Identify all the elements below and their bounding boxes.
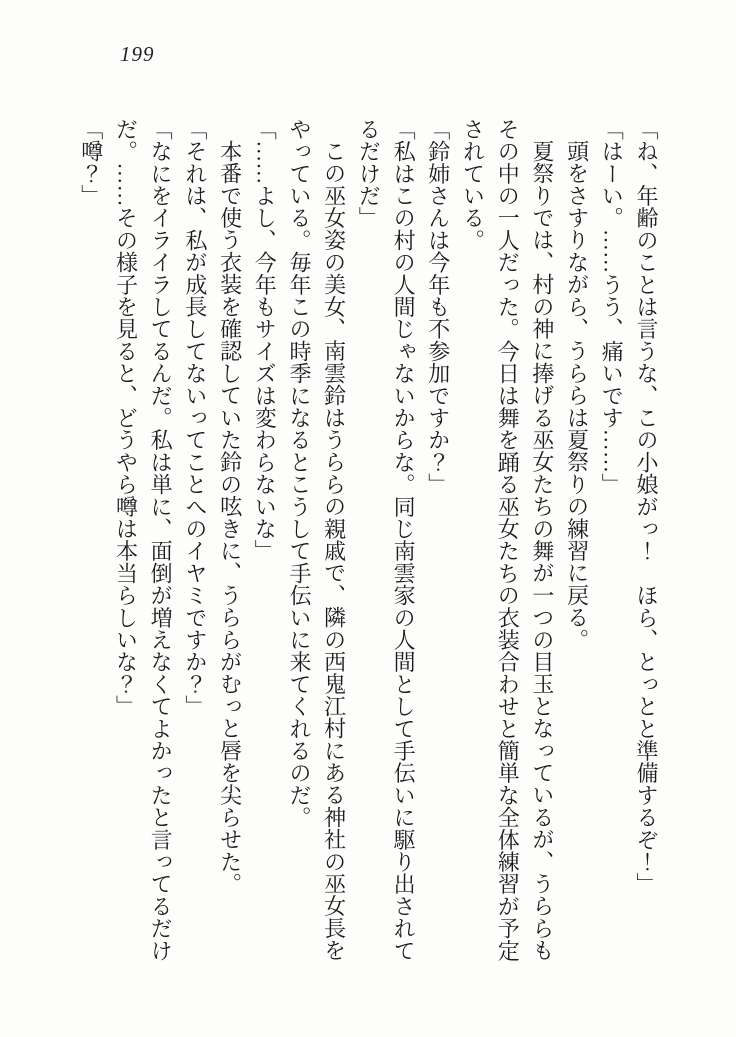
paragraph: 夏祭りでは、村の神に捧げる巫女たちの舞が一つの目玉となっているが、うららもその中の一人だった。今日は舞を踊る巫女たちの衣装合わせと簡単な全体練習が予定されている。 (460, 118, 555, 962)
body-text (73, 118, 663, 963)
paragraph: この巫女姿の美女、南雲鈴はうららの親戚で、隣の西鬼江村にある神社の巫女長をやっている。毎年この時季になるとこうして手伝いに来てくれるのだ。 (286, 118, 347, 962)
paragraph: 頭をさすりながら、うららは夏祭りの練習に戻る。 (564, 140, 590, 651)
paragraph: 「鈴姉さんは今年も不参加ですか？」 (425, 118, 451, 496)
paragraph: 「ね、年齢のことは言うな、この小娘がっ！ ほら、とっとと準備するぞ！」 (634, 118, 659, 895)
page-number: 199 (120, 42, 155, 66)
paragraph: 「それは、私が成長してないってことへのイヤミですか？」 (182, 118, 208, 718)
paragraph: 本番で使う衣装を確認していた鈴の呟きに、うららがむっと唇を尖らせた。 (217, 140, 243, 895)
paragraph: 「私はこの村の人間じゃないからな。同じ南雲家の人間として手伝いに駆り出されてるだけだ」 (356, 118, 417, 962)
paragraph: 「なにをイライラしてるんだ。私は単に、面倒が増えなくてよかったと言ってるだけだ。……その様子を見ると、どうやら噂は本当らしいな？」 (113, 118, 174, 962)
paragraph: 「……よし、今年もサイズは変わらないな」 (252, 118, 278, 562)
paragraph: 「噂？」 (78, 118, 104, 207)
paragraph: 「はーい。……うう、痛いです……」 (599, 118, 625, 496)
